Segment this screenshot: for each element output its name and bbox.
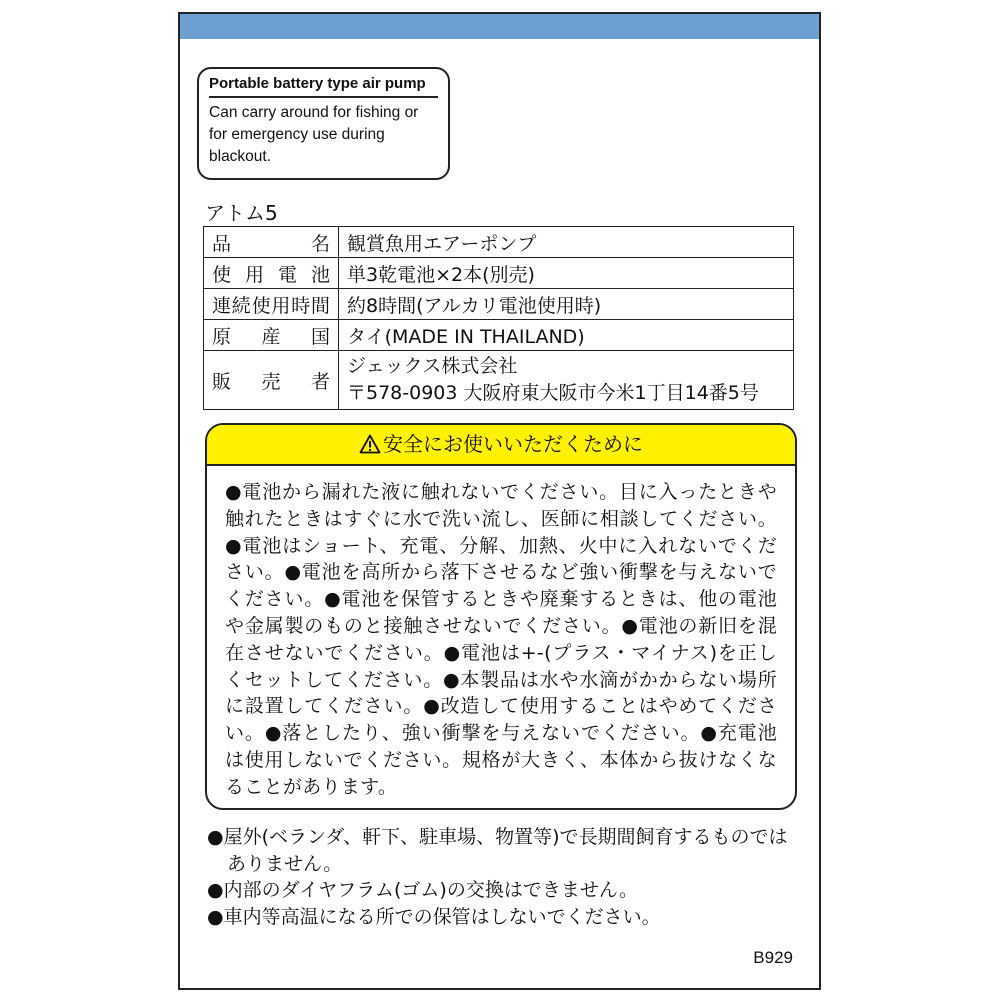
spec-row-seller [204,351,794,410]
spec-row [204,227,794,258]
intro-title: Portable battery type air pump [209,75,438,98]
spec-label: 品名 [204,227,339,258]
spec-label: 販売者 [204,351,339,410]
note-item: ●屋外(ベランダ、軒下、駐車場、物置等)で長期間飼育するものではありません。 [207,826,788,875]
spec-table [203,226,794,410]
spec-label: 使用電池 [204,258,339,289]
model-name: アトム5 [205,201,278,225]
seller-address: 〒578-0903 大阪府東大阪市今米1丁目14番5号 [347,382,759,404]
safety-text: ●電池から漏れた液に触れないでください。目に入ったときや触れたときはすぐに水で洗い流し、医師に相談してください。●電池はショート、充電、分解、加熱、火中に入れないでください。●電池を高所から落下させるなど強い衝撃を与えないでください。●電池を保管するときや廃棄するときは、他の電池や金属製のものと接触させないでください。●電池の新旧を混在させないでください。●電池は+-(プラス・マイナス)を正しくセットしてください。●本製品は水や水滴がかからない場所に設置してください。●改造して使用することはやめてください。●落としたり、強い衝撃を与えないでください。●充電池は使用しないでください。規格が大きく、本体から抜けなくなることがあります。 [225,481,777,798]
spec-value: タイ(MADE IN THAILAND) [339,320,794,351]
spec-value: 単3乾電池×2本(別売) [339,258,794,289]
spec-label: 原産国 [204,320,339,351]
top-color-band [180,14,819,39]
spec-value: 約8時間(アルカリ電池使用時) [339,289,794,320]
safety-header [207,425,795,466]
seller-company: ジェックス株式会社 [347,355,518,377]
note-item: ●車内等高温になる所での保管はしないでください。 [207,905,661,928]
spec-label: 連続使用時間 [204,289,339,320]
spec-row [204,258,794,289]
intro-box [197,67,450,180]
safety-title: 安全にお使いいただくために [383,432,643,456]
note-item: ●内部のダイヤフラム(ゴム)の交換はできません。 [207,879,638,901]
notes-list [207,824,802,930]
spec-row [204,320,794,351]
intro-description: Can carry around for fishing or for emergency use during blackout. [209,104,419,165]
product-label-card [178,12,821,990]
spec-value: 観賞魚用エアーポンプ [339,227,794,258]
spec-row [204,289,794,320]
safety-box [205,423,797,810]
product-code: B929 [753,948,793,967]
warning-triangle-icon [359,434,381,454]
seller-value [339,351,794,410]
